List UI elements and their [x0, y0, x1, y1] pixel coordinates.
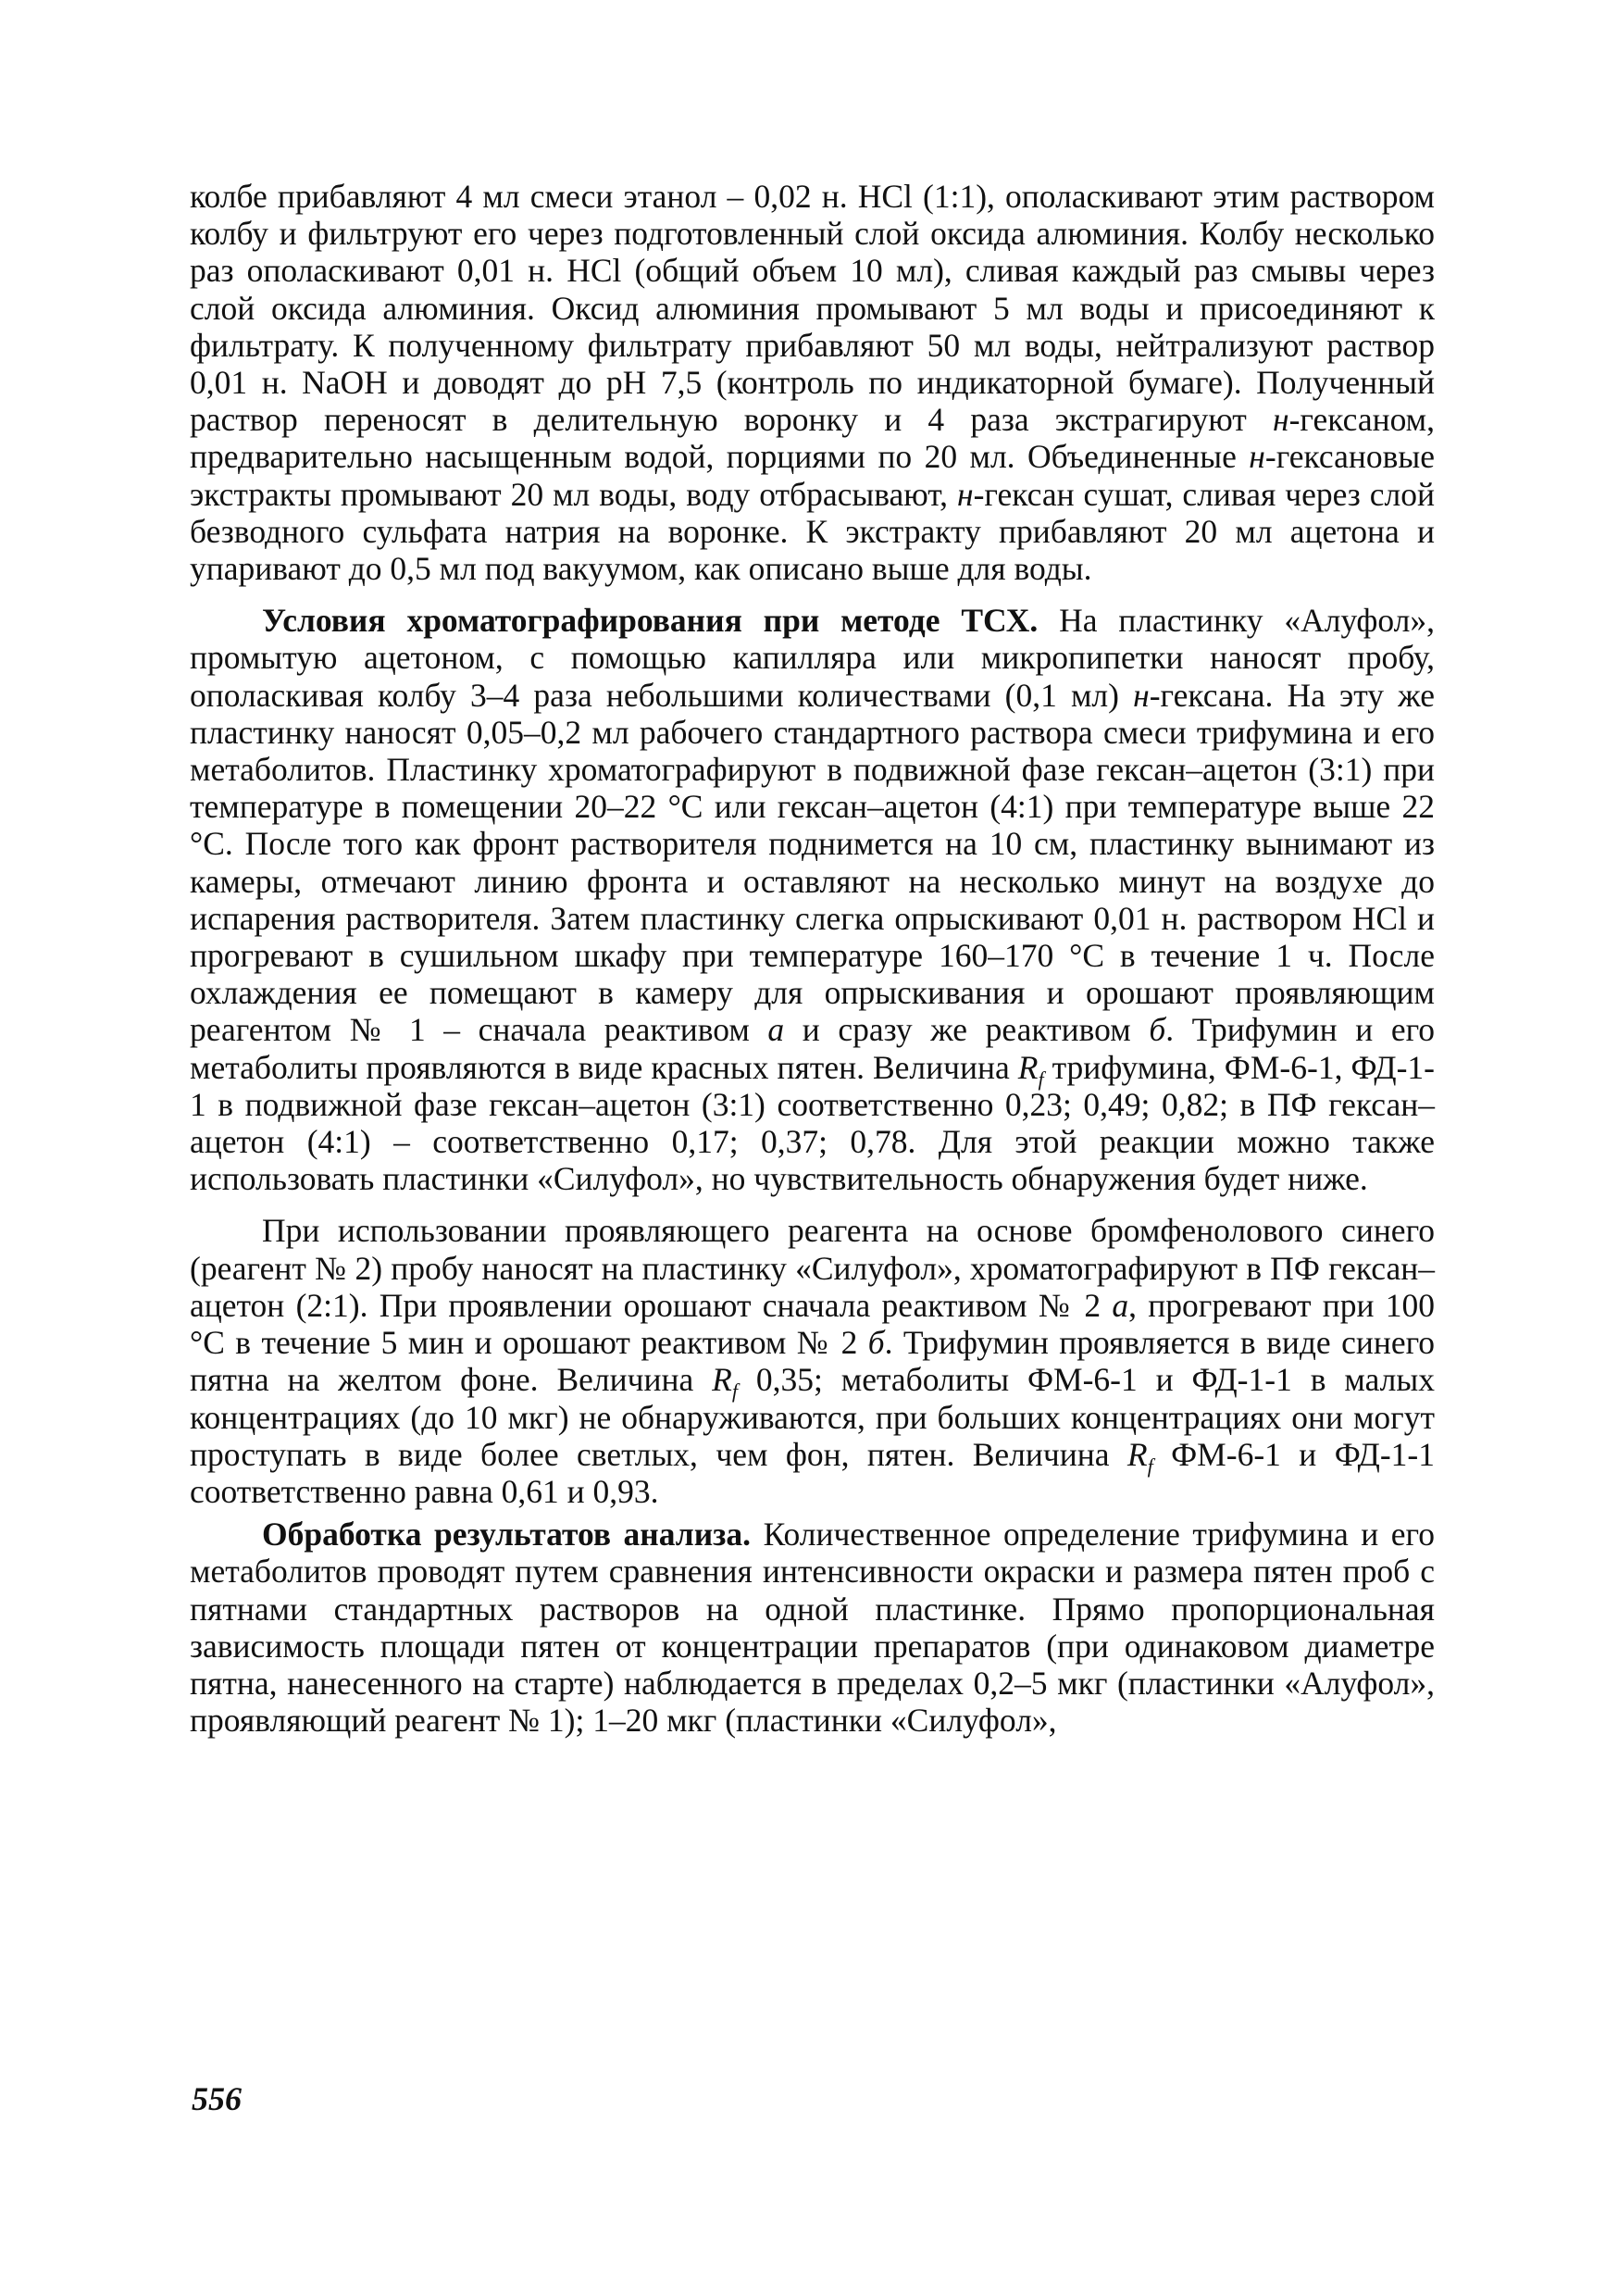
page-body [190, 178, 1435, 1739]
page-number: 556 [192, 2080, 242, 2117]
section-heading-results-processing: Обработка результатов анализа. [262, 1516, 752, 1554]
paragraph-bromophenol-reagent: При использовании проявляющего реагента на основе бромфенолового синего (реагент № 2) пробу наносят на пластинку «Силуфол», хроматографируют в ПФ гексан–ацетон (2:1). При проявлении орошают сначала реактивом № 2 а, прогревают при 100 °С в течение 5 мин и орошают реактивом № 2 б. Трифумин проявляется в виде синего пятна на желтом фоне. Величина $R_f$ 0,35; метаболиты ФМ-6-1 и ФД-1-1 в малых концентрациях (до 10 мкг) не обнаруживаются, при больших концентрациях они могут проступать в виде более светлых, чем фон, пятен. Величина $R_f$ ФМ-6-1 и ФД-1-1 соответственно равна 0,61 и 0,93. [190, 1212, 1436, 1510]
paragraph-results-processing: Обработка результатов анализа. Количественное определение трифумина и его метаболитов проводят путем сравнения интенсивности окраски и размера пятен проб с пятнами стандартных растворов на одной пластинке. Прямо пропорциональная зависимость площади пятен от концентрации препаратов (при одинаковом диаметре пятна, нанесенного на старте) наблюдается в пределах 0,2–5 мкг (пластинки «Алуфол», проявляющий реагент № 1); 1–20 мкг (пластинки «Силуфол», [190, 1516, 1435, 1740]
section-heading-tlc-conditions: Условия хроматографирования при методе ТСХ. [262, 602, 1039, 640]
paragraph-extraction: колбе прибавляют 4 мл смеси этанол – 0,02 н. HCl (1:1), ополаскивают этим раствором колбу и фильтруют его через подготовленный слой оксида алюминия. Колбу несколько раз ополаскивают 0,01 н. HCl (общий объем 10 мл), сливая каждый раз смывы через слой оксида алюминия. Оксид алюминия промывают 5 мл воды и присоединяют к фильтрату. К полученному фильтрату прибавляют 50 мл воды, нейтрализуют раствор 0,01 н. NaOH и доводят до pH 7,5 (контроль по индикаторной бумаге). Полученный раствор переносят в делительную воронку и 4 раза экстрагируют н-гексаном, предварительно насыщенным водой, порциями по 20 мл. Объединенные н-гексановые экстракты промывают 20 мл воды, воду отбрасывают, н-гексан сушат, сливая через слой безводного сульфата натрия на воронке. К экстракту прибавляют 20 мл ацетона и упаривают до 0,5 мл под вакуумом, как описано выше для воды. [190, 178, 1435, 588]
paragraph-tlc-conditions: Условия хроматографирования при методе ТСХ. На пластинку «Алуфол», промытую ацетоном, с помощью капилляра или микропипетки наносят пробу, ополаскивая колбу 3–4 раза небольшими количествами (0,1 мл) н-гексана. На эту же пластинку наносят 0,05–0,2 мл рабочего стандартного раствора смеси трифумина и его метаболитов. Пластинку хроматографируют в подвижной фазе гексан–ацетон (3:1) при температуре в помещении 20–22 °С или гексан–ацетон (4:1) при температуре выше 22 °С. После того как фронт растворителя поднимется на 10 см, пластинку вынимают из камеры, отмечают линию фронта и оставляют на несколько минут на воздухе до испарения растворителя. Затем пластинку слегка опрыскивают 0,01 н. раствором HCl и прогревают в сушильном шкафу при температуре 160–170 °С в течение 1 ч. После охлаждения ее помещают в камеру для опрыскивания и орошают проявляющим реагентом № 1 – сначала реактивом а и сразу же реактивом б. Трифумин и его метаболиты проявляются в виде красных пятен. Величина $R_f$ трифумина, ФМ-6-1, ФД-1-1 в подвижной фазе гексан–ацетон (3:1) соответственно 0,23; 0,49; 0,82; в ПФ гексан–ацетон (4:1) – соответственно 0,17; 0,37; 0,78. Для этой реакции можно также использовать пластинки «Силуфол», но чувствительность обнаружения будет ниже. [190, 602, 1436, 1198]
